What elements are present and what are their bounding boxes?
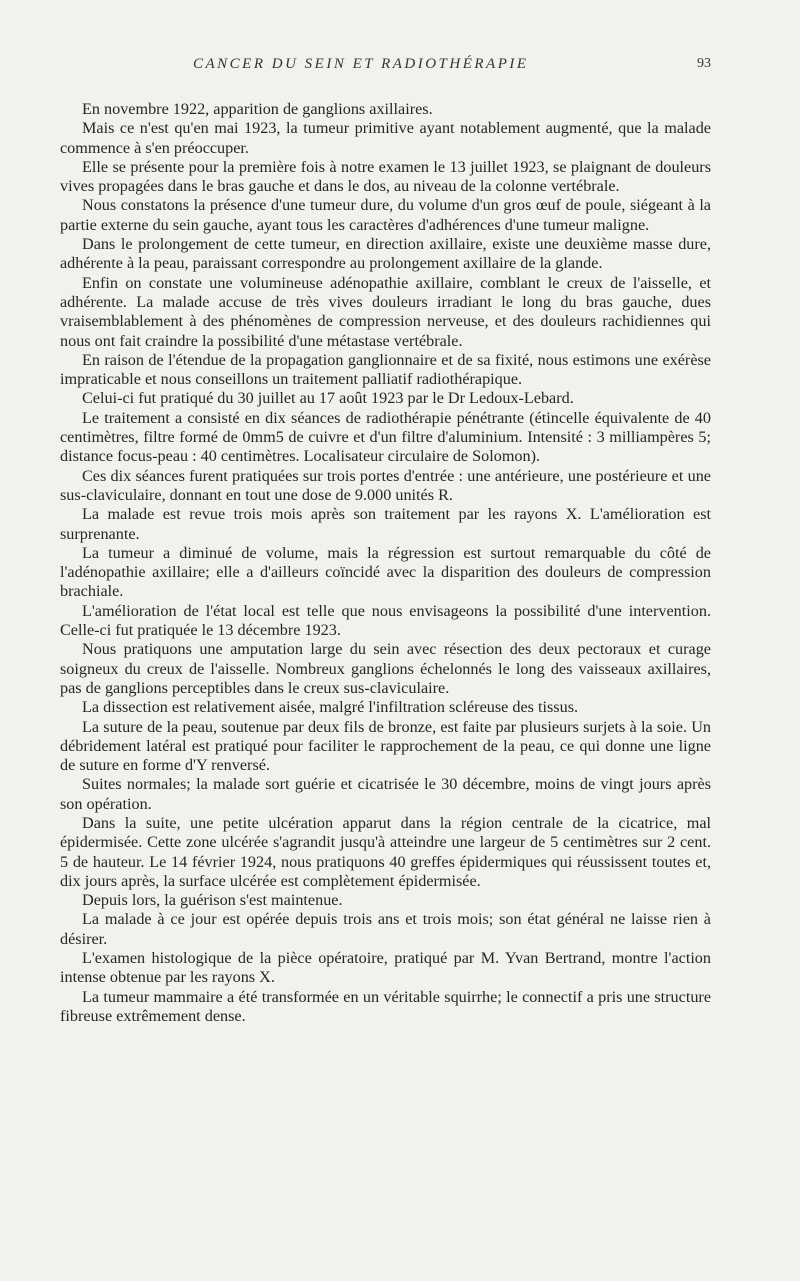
- paragraph: La malade à ce jour est opérée depuis trois ans et trois mois; son état général ne laisse rien à désirer.: [60, 910, 711, 948]
- paragraph: La tumeur a diminué de volume, mais la régression est surtout remarquable du côté de l'adénopathie axillaire; elle a d'ailleurs coïncidé avec la disparition des douleurs de compression brachiale.: [60, 543, 711, 601]
- paragraph: L'amélioration de l'état local est telle que nous envisageons la possibilité d'une intervention. Celle-ci fut pratiquée le 13 décembre 1923.: [60, 601, 711, 640]
- page-body: [60, 100, 711, 1026]
- paragraph: Celui-ci fut pratiqué du 30 juillet au 17 août 1923 par le Dr Ledoux-Lebard.: [82, 389, 574, 408]
- paragraph: Depuis lors, la guérison s'est maintenue.: [82, 891, 343, 910]
- paragraph: Mais ce n'est qu'en mai 1923, la tumeur primitive ayant notablement augmenté, que la malade commence à s'en préoccuper.: [60, 119, 711, 157]
- paragraph: La malade est revue trois mois après son traitement par les rayons X. L'amélioration est surprenante.: [60, 505, 711, 543]
- paragraph: En raison de l'étendue de la propagation ganglionnaire et de sa fixité, nous estimons une exérèse impraticable et nous conseillons un traitement palliatif radiothérapique.: [60, 350, 711, 389]
- running-title: CANCER DU SEIN ET RADIOTHÉRAPIE: [193, 56, 529, 72]
- paragraph: Enfin on constate une volumineuse adénopathie axillaire, comblant le creux de l'aisselle, et adhérente. La malade accuse de très vives douleurs irradiant le long du bras gauche, dues vraisemblablement à des phénomènes de compression nerveuse, et des douleurs rachidiennes qui nous ont fait craindre la possibilité d'une métastase vertébrale.: [60, 273, 711, 350]
- paragraph: L'examen histologique de la pièce opératoire, pratiqué par M. Yvan Bertrand, montre l'action intense obtenue par les rayons X.: [60, 949, 711, 987]
- paragraph: Dans le prolongement de cette tumeur, en direction axillaire, existe une deuxième masse dure, adhérente à la peau, paraissant correspondre au prolongement axillaire de la glande.: [60, 235, 711, 273]
- paragraph: Nous constatons la présence d'une tumeur dure, du volume d'un gros œuf de poule, siégeant à la partie externe du sein gauche, ayant tous les caractères d'adhérences d'une tumeur maligne.: [60, 196, 711, 234]
- paragraph: Nous pratiquons une amputation large du sein avec résection des deux pectoraux et curage soigneux du creux de l'aisselle. Nombreux ganglions échelonnés le long des vaisseaux axillaires, pas de ganglions perceptibles dans le creux sus-claviculaire.: [60, 640, 711, 697]
- paragraph: La suture de la peau, soutenue par deux fils de bronze, est faite par plusieurs surjets à la soie. Un débridement latéral est pratiqué pour faciliter le rapprochement de la peau, ce qui donne une ligne de suture en forme d'Y renversé.: [60, 717, 711, 775]
- paragraph: La dissection est relativement aisée, malgré l'infiltration scléreuse des tissus.: [82, 698, 579, 717]
- page-number: 93: [697, 56, 711, 71]
- paragraph: Suites normales; la malade sort guérie et cicatrisée le 30 décembre, moins de vingt jours après son opération.: [60, 775, 711, 813]
- paragraph: Le traitement a consisté en dix séances de radiothérapie pénétrante (étincelle équivalente de 40 centimètres, filtre formé de 0mm5 de cuivre et d'un filtre d'aluminium. Intensité : 3 milliampères 5; distance focus-peau : 40 centimètres. Localisateur circulaire de Solomon).: [60, 408, 711, 466]
- paragraph: En novembre 1922, apparition de ganglions axillaires.: [82, 100, 433, 118]
- paragraph: Dans la suite, une petite ulcération apparut dans la région centrale de la cicatrice, mal épidermisée. Cette zone ulcérée s'agrandit jusqu'à atteindre une largeur de 5 centimètres sur 2 cent. 5 de hauteur. Le 14 février 1924, nous pratiquons 40 greffes épidermiques qui réussissent toutes et, dix jours après, la surface ulcérée est complètement épidermisée.: [60, 813, 711, 890]
- running-header: [60, 52, 711, 74]
- book-page: [60, 52, 711, 1026]
- paragraph: Ces dix séances furent pratiquées sur trois portes d'entrée : une antérieure, une postérieure et une sus-claviculaire, donnant en tout une dose de 9.000 unités R.: [60, 466, 711, 504]
- paragraph: La tumeur mammaire a été transformée en un véritable squirrhe; le connectif a pris une structure fibreuse extrêmement dense.: [60, 987, 711, 1025]
- paragraph: Elle se présente pour la première fois à notre examen le 13 juillet 1923, se plaignant de douleurs vives propagées dans le bras gauche et dans le dos, au niveau de la colonne vertébrale.: [60, 157, 711, 196]
